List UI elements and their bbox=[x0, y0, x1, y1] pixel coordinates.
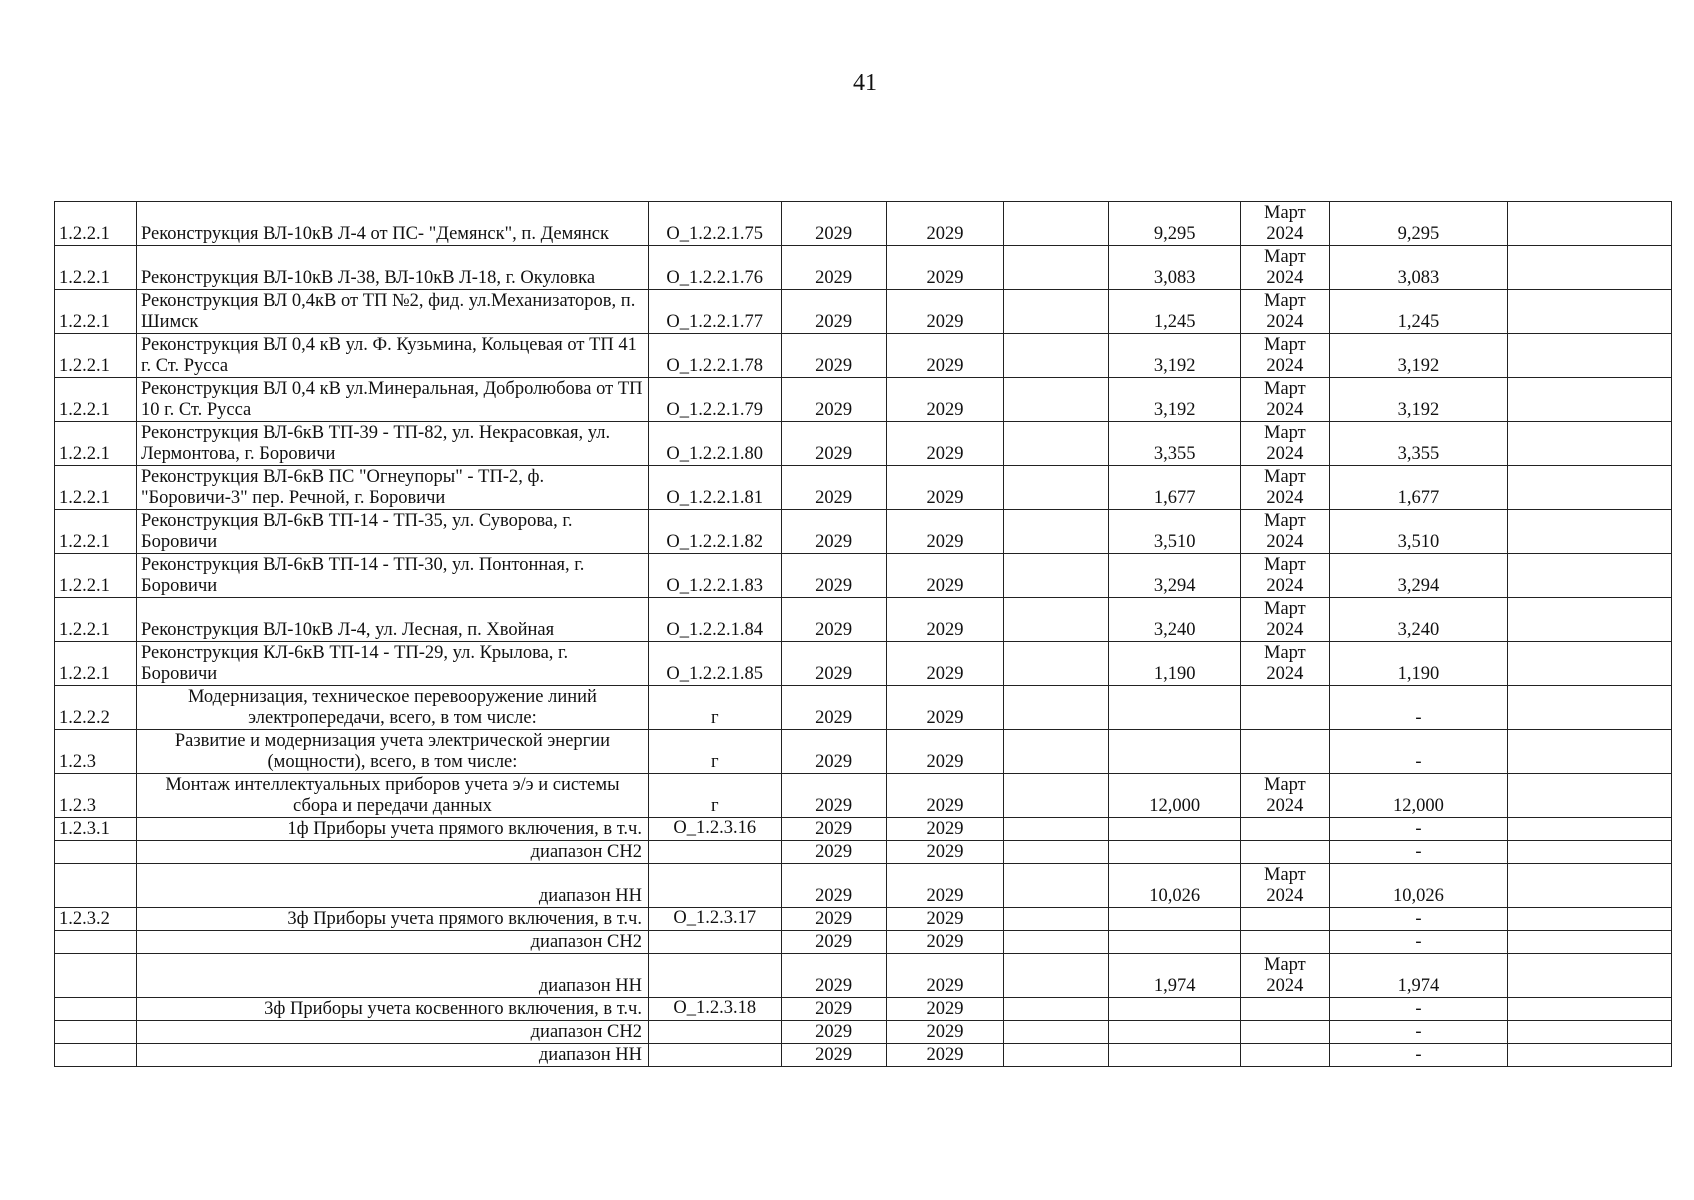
row-empty-cell bbox=[1004, 954, 1109, 998]
row-empty-cell bbox=[1004, 864, 1109, 908]
row-name: Реконструкция ВЛ-10кВ Л-4, ул. Лесная, п. Хвойная bbox=[136, 598, 648, 642]
row-year-end: 2029 bbox=[886, 954, 1003, 998]
row-year-start: 2029 bbox=[781, 954, 886, 998]
row-year-start: 2029 bbox=[781, 642, 886, 686]
row-empty-cell bbox=[1508, 686, 1672, 730]
table-row bbox=[55, 908, 1672, 931]
row-code: О_1.2.3.16 bbox=[648, 818, 781, 841]
row-number: 1.2.2.1 bbox=[55, 422, 137, 466]
row-date bbox=[1240, 818, 1329, 841]
table-row bbox=[55, 642, 1672, 686]
row-name: Реконструкция ВЛ-6кВ ТП-39 - ТП-82, ул. Некрасовкая, ул. Лермонтова, г. Боровичи bbox=[136, 422, 648, 466]
row-date: Март 2024 bbox=[1240, 774, 1329, 818]
row-empty-cell bbox=[1508, 1021, 1672, 1044]
row-value: 3,192 bbox=[1109, 334, 1241, 378]
row-value: 12,000 bbox=[1109, 774, 1241, 818]
row-value: 3,192 bbox=[1109, 378, 1241, 422]
row-number: 1.2.2.1 bbox=[55, 290, 137, 334]
table-row bbox=[55, 1021, 1672, 1044]
row-name: Реконструкция ВЛ 0,4 кВ ул.Минеральная, Добролюбова от ТП 10 г. Ст. Русса bbox=[136, 378, 648, 422]
row-empty-cell bbox=[1508, 202, 1672, 246]
row-name: Развитие и модернизация учета электрической энергии (мощности), всего, в том числе: bbox=[136, 730, 648, 774]
row-empty-cell bbox=[1004, 510, 1109, 554]
row-value-total: 3,083 bbox=[1329, 246, 1507, 290]
row-year-end: 2029 bbox=[886, 510, 1003, 554]
row-year-end: 2029 bbox=[886, 466, 1003, 510]
table-row bbox=[55, 841, 1672, 864]
row-empty-cell bbox=[1004, 774, 1109, 818]
row-name: Реконструкция ВЛ-10кВ Л-4 от ПС- "Демянск", п. Демянск bbox=[136, 202, 648, 246]
table-row bbox=[55, 422, 1672, 466]
row-empty-cell bbox=[1004, 290, 1109, 334]
row-date: Март 2024 bbox=[1240, 598, 1329, 642]
row-number: 1.2.2.1 bbox=[55, 202, 137, 246]
row-value bbox=[1109, 908, 1241, 931]
row-year-end: 2029 bbox=[886, 378, 1003, 422]
row-value-total: 1,974 bbox=[1329, 954, 1507, 998]
row-code: г bbox=[648, 730, 781, 774]
row-number: 1.2.3.2 bbox=[55, 908, 137, 931]
row-value-total: - bbox=[1329, 730, 1507, 774]
row-code: О_1.2.3.17 bbox=[648, 908, 781, 931]
row-empty-cell bbox=[1508, 466, 1672, 510]
row-number bbox=[55, 841, 137, 864]
row-empty-cell bbox=[1508, 290, 1672, 334]
row-empty-cell bbox=[1004, 931, 1109, 954]
row-code: О_1.2.2.1.75 bbox=[648, 202, 781, 246]
row-value: 1,974 bbox=[1109, 954, 1241, 998]
row-value: 10,026 bbox=[1109, 864, 1241, 908]
row-code bbox=[648, 931, 781, 954]
row-value: 3,510 bbox=[1109, 510, 1241, 554]
row-empty-cell bbox=[1508, 334, 1672, 378]
row-value: 1,677 bbox=[1109, 466, 1241, 510]
row-date: Март 2024 bbox=[1240, 378, 1329, 422]
table-row bbox=[55, 510, 1672, 554]
row-value-total: 3,192 bbox=[1329, 334, 1507, 378]
row-code: О_1.2.2.1.80 bbox=[648, 422, 781, 466]
row-date: Март 2024 bbox=[1240, 290, 1329, 334]
table-row bbox=[55, 864, 1672, 908]
table-row bbox=[55, 554, 1672, 598]
row-empty-cell bbox=[1004, 422, 1109, 466]
row-value: 3,083 bbox=[1109, 246, 1241, 290]
row-value-total: 12,000 bbox=[1329, 774, 1507, 818]
table-row bbox=[55, 954, 1672, 998]
row-name: диапазон НН bbox=[136, 864, 648, 908]
row-code bbox=[648, 1044, 781, 1067]
row-number bbox=[55, 998, 137, 1021]
row-value-total: 1,190 bbox=[1329, 642, 1507, 686]
row-empty-cell bbox=[1004, 730, 1109, 774]
row-code: О_1.2.2.1.76 bbox=[648, 246, 781, 290]
row-number: 1.2.2.1 bbox=[55, 510, 137, 554]
row-year-start: 2029 bbox=[781, 334, 886, 378]
row-empty-cell bbox=[1004, 466, 1109, 510]
row-date bbox=[1240, 931, 1329, 954]
row-empty-cell bbox=[1004, 642, 1109, 686]
row-value-total: - bbox=[1329, 908, 1507, 931]
row-number: 1.2.2.1 bbox=[55, 598, 137, 642]
row-year-end: 2029 bbox=[886, 931, 1003, 954]
row-empty-cell bbox=[1508, 774, 1672, 818]
table-row bbox=[55, 818, 1672, 841]
row-year-start: 2029 bbox=[781, 908, 886, 931]
row-year-start: 2029 bbox=[781, 864, 886, 908]
row-empty-cell bbox=[1004, 378, 1109, 422]
table-row bbox=[55, 998, 1672, 1021]
row-value-total: 1,677 bbox=[1329, 466, 1507, 510]
row-year-start: 2029 bbox=[781, 598, 886, 642]
row-year-end: 2029 bbox=[886, 686, 1003, 730]
row-date: Март 2024 bbox=[1240, 246, 1329, 290]
row-year-start: 2029 bbox=[781, 378, 886, 422]
row-value bbox=[1109, 1021, 1241, 1044]
row-name: Реконструкция ВЛ 0,4 кВ ул. Ф. Кузьмина, Кольцевая от ТП 41 г. Ст. Русса bbox=[136, 334, 648, 378]
row-number: 1.2.2.1 bbox=[55, 378, 137, 422]
row-value-total: - bbox=[1329, 998, 1507, 1021]
row-code: О_1.2.2.1.78 bbox=[648, 334, 781, 378]
row-value-total: 10,026 bbox=[1329, 864, 1507, 908]
row-year-start: 2029 bbox=[781, 1021, 886, 1044]
row-number: 1.2.2.1 bbox=[55, 466, 137, 510]
row-empty-cell bbox=[1004, 598, 1109, 642]
row-date bbox=[1240, 998, 1329, 1021]
table-row bbox=[55, 686, 1672, 730]
row-name: диапазон СН2 bbox=[136, 841, 648, 864]
row-year-start: 2029 bbox=[781, 422, 886, 466]
row-empty-cell bbox=[1004, 202, 1109, 246]
row-empty-cell bbox=[1004, 908, 1109, 931]
row-name: диапазон СН2 bbox=[136, 1021, 648, 1044]
row-value-total: - bbox=[1329, 1021, 1507, 1044]
row-year-end: 2029 bbox=[886, 290, 1003, 334]
row-name: диапазон НН bbox=[136, 1044, 648, 1067]
row-year-start: 2029 bbox=[781, 290, 886, 334]
row-empty-cell bbox=[1004, 1044, 1109, 1067]
page-number: 41 bbox=[853, 70, 877, 96]
row-date bbox=[1240, 841, 1329, 864]
row-empty-cell bbox=[1004, 1021, 1109, 1044]
row-value: 1,190 bbox=[1109, 642, 1241, 686]
table-row bbox=[55, 202, 1672, 246]
row-year-end: 2029 bbox=[886, 864, 1003, 908]
row-value: 3,294 bbox=[1109, 554, 1241, 598]
row-date: Март 2024 bbox=[1240, 954, 1329, 998]
row-year-end: 2029 bbox=[886, 422, 1003, 466]
row-number: 1.2.2.1 bbox=[55, 554, 137, 598]
row-date: Март 2024 bbox=[1240, 864, 1329, 908]
row-empty-cell bbox=[1508, 818, 1672, 841]
row-empty-cell bbox=[1004, 818, 1109, 841]
row-empty-cell bbox=[1004, 841, 1109, 864]
row-number: 1.2.2.1 bbox=[55, 334, 137, 378]
row-year-end: 2029 bbox=[886, 841, 1003, 864]
row-code: О_1.2.2.1.82 bbox=[648, 510, 781, 554]
row-empty-cell bbox=[1508, 378, 1672, 422]
row-value bbox=[1109, 841, 1241, 864]
row-year-start: 2029 bbox=[781, 246, 886, 290]
row-number: 1.2.2.1 bbox=[55, 246, 137, 290]
table-row bbox=[55, 1044, 1672, 1067]
row-year-end: 2029 bbox=[886, 818, 1003, 841]
table-row bbox=[55, 246, 1672, 290]
row-name: Реконструкция КЛ-6кВ ТП-14 - ТП-29, ул. Крылова, г. Боровичи bbox=[136, 642, 648, 686]
row-year-start: 2029 bbox=[781, 686, 886, 730]
table-row bbox=[55, 334, 1672, 378]
row-date bbox=[1240, 1021, 1329, 1044]
row-year-start: 2029 bbox=[781, 466, 886, 510]
row-value-total: - bbox=[1329, 818, 1507, 841]
row-value bbox=[1109, 818, 1241, 841]
row-year-end: 2029 bbox=[886, 334, 1003, 378]
row-empty-cell bbox=[1508, 246, 1672, 290]
row-empty-cell bbox=[1508, 510, 1672, 554]
row-year-start: 2029 bbox=[781, 998, 886, 1021]
row-number: 1.2.3.1 bbox=[55, 818, 137, 841]
row-name: Модернизация, техническое перевооружение линий электропередачи, всего, в том числе: bbox=[136, 686, 648, 730]
table-row bbox=[55, 774, 1672, 818]
row-value-total: 9,295 bbox=[1329, 202, 1507, 246]
row-code: О_1.2.2.1.84 bbox=[648, 598, 781, 642]
row-year-end: 2029 bbox=[886, 246, 1003, 290]
row-year-start: 2029 bbox=[781, 841, 886, 864]
row-code bbox=[648, 954, 781, 998]
row-date: Март 2024 bbox=[1240, 334, 1329, 378]
row-empty-cell bbox=[1508, 954, 1672, 998]
row-year-start: 2029 bbox=[781, 202, 886, 246]
row-number: 1.2.3 bbox=[55, 774, 137, 818]
row-value bbox=[1109, 730, 1241, 774]
row-empty-cell bbox=[1004, 686, 1109, 730]
row-name: Реконструкция ВЛ-6кВ ПС "Огнеупоры" - ТП-2, ф. "Боровичи-3" пер. Речной, г. Боровичи bbox=[136, 466, 648, 510]
table-row bbox=[55, 931, 1672, 954]
row-code: г bbox=[648, 686, 781, 730]
row-year-end: 2029 bbox=[886, 1021, 1003, 1044]
table-row bbox=[55, 290, 1672, 334]
row-name: Реконструкция ВЛ-6кВ ТП-14 - ТП-30, ул. Понтонная, г. Боровичи bbox=[136, 554, 648, 598]
row-number bbox=[55, 954, 137, 998]
row-year-start: 2029 bbox=[781, 730, 886, 774]
row-code: О_1.2.2.1.77 bbox=[648, 290, 781, 334]
row-empty-cell bbox=[1508, 598, 1672, 642]
row-empty-cell bbox=[1508, 642, 1672, 686]
row-empty-cell bbox=[1004, 998, 1109, 1021]
row-year-end: 2029 bbox=[886, 598, 1003, 642]
row-code: г bbox=[648, 774, 781, 818]
table-row bbox=[55, 598, 1672, 642]
row-value bbox=[1109, 931, 1241, 954]
row-code: О_1.2.2.1.85 bbox=[648, 642, 781, 686]
row-year-start: 2029 bbox=[781, 510, 886, 554]
row-empty-cell bbox=[1508, 998, 1672, 1021]
table-row bbox=[55, 378, 1672, 422]
row-name: 1ф Приборы учета прямого включения, в т.ч. bbox=[136, 818, 648, 841]
row-date bbox=[1240, 686, 1329, 730]
row-empty-cell bbox=[1508, 730, 1672, 774]
row-date: Март 2024 bbox=[1240, 554, 1329, 598]
row-year-end: 2029 bbox=[886, 202, 1003, 246]
row-value-total: - bbox=[1329, 686, 1507, 730]
row-year-end: 2029 bbox=[886, 908, 1003, 931]
row-value-total: 3,192 bbox=[1329, 378, 1507, 422]
row-value bbox=[1109, 686, 1241, 730]
row-date: Март 2024 bbox=[1240, 466, 1329, 510]
row-empty-cell bbox=[1508, 841, 1672, 864]
row-name: Реконструкция ВЛ-6кВ ТП-14 - ТП-35, ул. Суворова, г. Боровичи bbox=[136, 510, 648, 554]
row-empty-cell bbox=[1508, 931, 1672, 954]
table-row bbox=[55, 730, 1672, 774]
row-name: диапазон СН2 bbox=[136, 931, 648, 954]
row-year-end: 2029 bbox=[886, 642, 1003, 686]
row-empty-cell bbox=[1508, 422, 1672, 466]
row-value: 1,245 bbox=[1109, 290, 1241, 334]
row-code: О_1.2.2.1.79 bbox=[648, 378, 781, 422]
row-number bbox=[55, 1021, 137, 1044]
row-date bbox=[1240, 730, 1329, 774]
row-name: диапазон НН bbox=[136, 954, 648, 998]
row-empty-cell bbox=[1004, 246, 1109, 290]
row-year-start: 2029 bbox=[781, 1044, 886, 1067]
row-date: Март 2024 bbox=[1240, 510, 1329, 554]
table-row bbox=[55, 466, 1672, 510]
row-number bbox=[55, 931, 137, 954]
row-value bbox=[1109, 1044, 1241, 1067]
row-empty-cell bbox=[1508, 1044, 1672, 1067]
investment-table bbox=[54, 201, 1672, 1067]
row-value-total: 3,240 bbox=[1329, 598, 1507, 642]
row-name: Реконструкция ВЛ-10кВ Л-38, ВЛ-10кВ Л-18, г. Окуловка bbox=[136, 246, 648, 290]
row-year-end: 2029 bbox=[886, 730, 1003, 774]
row-name: Реконструкция ВЛ 0,4кВ от ТП №2, фид. ул.Механизаторов, п. Шимск bbox=[136, 290, 648, 334]
row-year-end: 2029 bbox=[886, 1044, 1003, 1067]
row-value bbox=[1109, 998, 1241, 1021]
row-year-start: 2029 bbox=[781, 931, 886, 954]
row-year-start: 2029 bbox=[781, 554, 886, 598]
row-empty-cell bbox=[1508, 908, 1672, 931]
row-date bbox=[1240, 908, 1329, 931]
row-year-end: 2029 bbox=[886, 774, 1003, 818]
row-number bbox=[55, 864, 137, 908]
row-date: Март 2024 bbox=[1240, 202, 1329, 246]
row-date: Март 2024 bbox=[1240, 642, 1329, 686]
row-year-start: 2029 bbox=[781, 774, 886, 818]
row-value: 9,295 bbox=[1109, 202, 1241, 246]
row-value-total: 3,510 bbox=[1329, 510, 1507, 554]
row-year-end: 2029 bbox=[886, 554, 1003, 598]
row-value-total: - bbox=[1329, 931, 1507, 954]
row-value-total: - bbox=[1329, 1044, 1507, 1067]
row-number: 1.2.2.2 bbox=[55, 686, 137, 730]
row-empty-cell bbox=[1004, 334, 1109, 378]
row-date bbox=[1240, 1044, 1329, 1067]
row-code bbox=[648, 864, 781, 908]
row-value-total: 1,245 bbox=[1329, 290, 1507, 334]
table-body bbox=[55, 202, 1672, 1067]
row-value: 3,355 bbox=[1109, 422, 1241, 466]
row-code bbox=[648, 841, 781, 864]
row-code: О_1.2.2.1.81 bbox=[648, 466, 781, 510]
row-year-start: 2029 bbox=[781, 818, 886, 841]
row-value-total: - bbox=[1329, 841, 1507, 864]
row-value-total: 3,355 bbox=[1329, 422, 1507, 466]
row-value-total: 3,294 bbox=[1329, 554, 1507, 598]
row-code bbox=[648, 1021, 781, 1044]
row-number bbox=[55, 1044, 137, 1067]
row-empty-cell bbox=[1004, 554, 1109, 598]
row-name: 3ф Приборы учета прямого включения, в т.ч. bbox=[136, 908, 648, 931]
row-date: Март 2024 bbox=[1240, 422, 1329, 466]
row-empty-cell bbox=[1508, 554, 1672, 598]
row-empty-cell bbox=[1508, 864, 1672, 908]
row-year-end: 2029 bbox=[886, 998, 1003, 1021]
row-value: 3,240 bbox=[1109, 598, 1241, 642]
row-code: О_1.2.2.1.83 bbox=[648, 554, 781, 598]
row-number: 1.2.2.1 bbox=[55, 642, 137, 686]
row-name: 3ф Приборы учета косвенного включения, в т.ч. bbox=[136, 998, 648, 1021]
row-code: О_1.2.3.18 bbox=[648, 998, 781, 1021]
row-name: Монтаж интеллектуальных приборов учета э/э и системы сбора и передачи данных bbox=[136, 774, 648, 818]
row-number: 1.2.3 bbox=[55, 730, 137, 774]
